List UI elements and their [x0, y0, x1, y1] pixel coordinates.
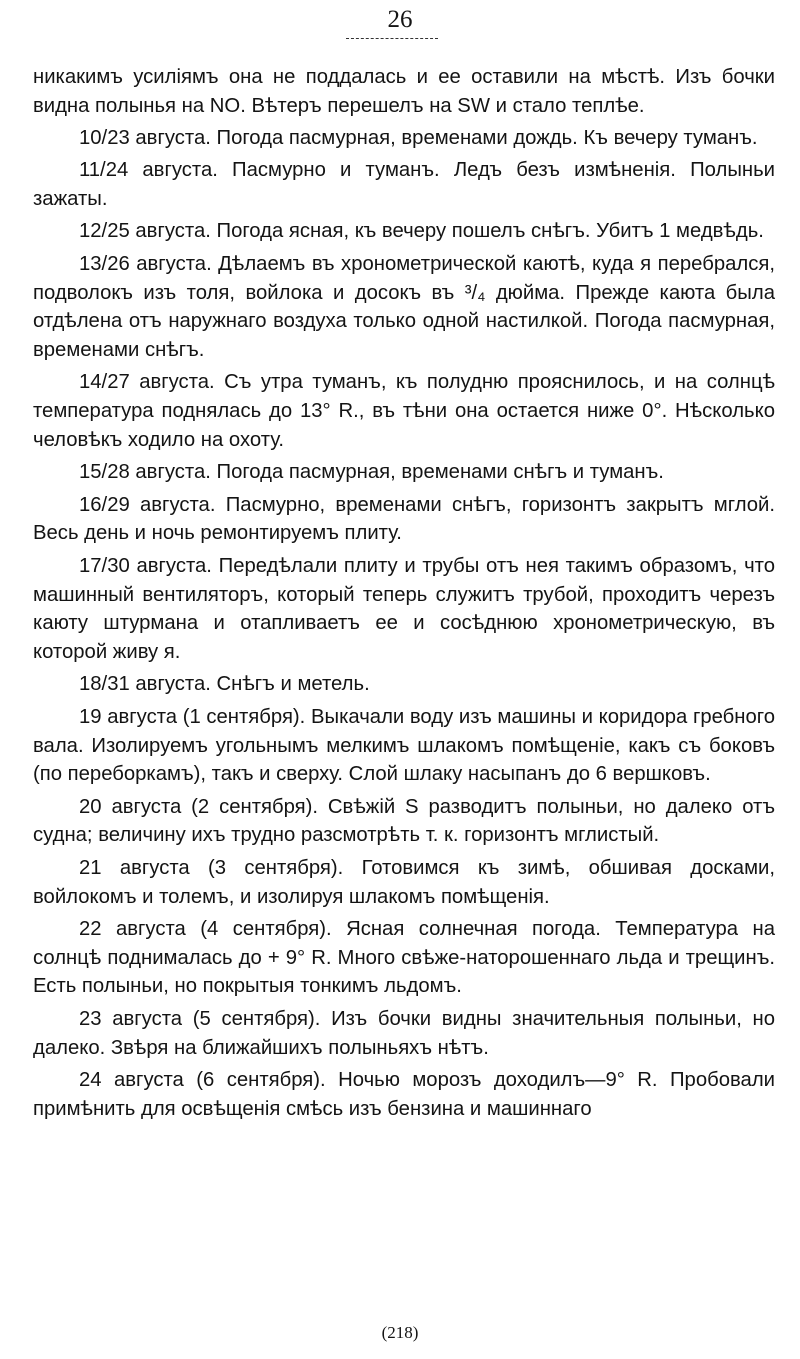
- paragraph: 17/30 августа. Передѣлали плиту и трубы отъ нея такимъ образомъ, что машинный вентиляторъ, который теперь служитъ трубой, проходитъ черезъ каюту штурмана и отапливаетъ ее и сосѣднюю хронометрическую, въ которой живу я.: [33, 554, 775, 664]
- paragraph: 12/25 августа. Погода ясная, къ вечеру пошелъ снѣгъ. Убитъ 1 медвѣдь.: [79, 220, 764, 243]
- paragraph: 14/27 августа. Съ утра туманъ, къ полудню прояснилось, и на солнцѣ температура поднялась до 13° R., въ тѣни она остается ниже 0°. Нѣсколько человѣкъ ходило на охоту.: [33, 371, 775, 452]
- paragraph: 23 августа (5 сентября). Изъ бочки видны значительныя полыньи, но далеко. Звѣря на ближайшихъ полыньяхъ нѣтъ.: [33, 1007, 775, 1059]
- body-text: [33, 63, 775, 1127]
- page-number: 26: [387, 6, 413, 33]
- paragraph: 22 августа (4 сентября). Ясная солнечная погода. Температура на солнцѣ поднималась до + 9° R. Много свѣже-наторошеннаго льда и трещинъ. Есть полыньи, но покрытыя тонкимъ льдомъ.: [33, 917, 775, 998]
- header-rule: [346, 38, 438, 39]
- paragraph: 13/26 августа. Дѣлаемъ въ хронометрической каютѣ, куда я перебрался, подволокъ изъ толя, войлока и досокъ въ ³/₄ дюйма. Прежде каюта была отдѣлена отъ наружнаго воздуха только одной настилкой. Погода пасмурная, временами снѣгъ.: [33, 252, 775, 362]
- paragraph: 11/24 августа. Пасмурно и туманъ. Ледъ безъ измѣненія. Полыньи зажаты.: [33, 159, 775, 211]
- paragraph: 16/29 августа. Пасмурно, временами снѣгъ, горизонтъ закрытъ мглой. Весь день и ночь ремонтируемъ плиту.: [33, 493, 775, 545]
- paragraph: 21 августа (3 сентября). Готовимся къ зимѣ, обшивая досками, войлокомъ и толемъ, и изолируя шлакомъ помѣщенія.: [33, 856, 775, 908]
- paragraph: 24 августа (6 сентября). Ночью морозъ доходилъ—9° R. Пробовали примѣнить для освѣщенія смѣсь изъ бензина и машиннаго: [33, 1068, 775, 1120]
- paragraph: 10/23 августа. Погода пасмурная, временами дождь. Къ вечеру туманъ.: [79, 127, 758, 150]
- paragraph: 20 августа (2 сентября). Свѣжій S разводитъ полыньи, но далеко отъ судна; величину ихъ трудно разсмотрѣть т. к. горизонтъ мглистый.: [33, 795, 775, 847]
- paragraph: 18/31 августа. Снѣгъ и метель.: [79, 673, 370, 696]
- paragraph: никакимъ усиліямъ она не поддалась и ее оставили на мѣстѣ. Изъ бочки видна полынья на NO. Вѣтеръ перешелъ на SW и стало теплѣе.: [33, 66, 775, 117]
- footer-page-number: (218): [381, 1323, 419, 1342]
- paragraph: 15/28 августа. Погода пасмурная, временами снѣгъ и туманъ.: [79, 461, 664, 484]
- paragraph: 19 августа (1 сентября). Выкачали воду изъ машины и коридора гребного вала. Изолируемъ угольнымъ мелкимъ шлакомъ помѣщеніе, какъ съ боковъ (по переборкамъ), такъ и сверху. Слой шлаку насыпанъ до 6 вершковъ.: [33, 705, 775, 786]
